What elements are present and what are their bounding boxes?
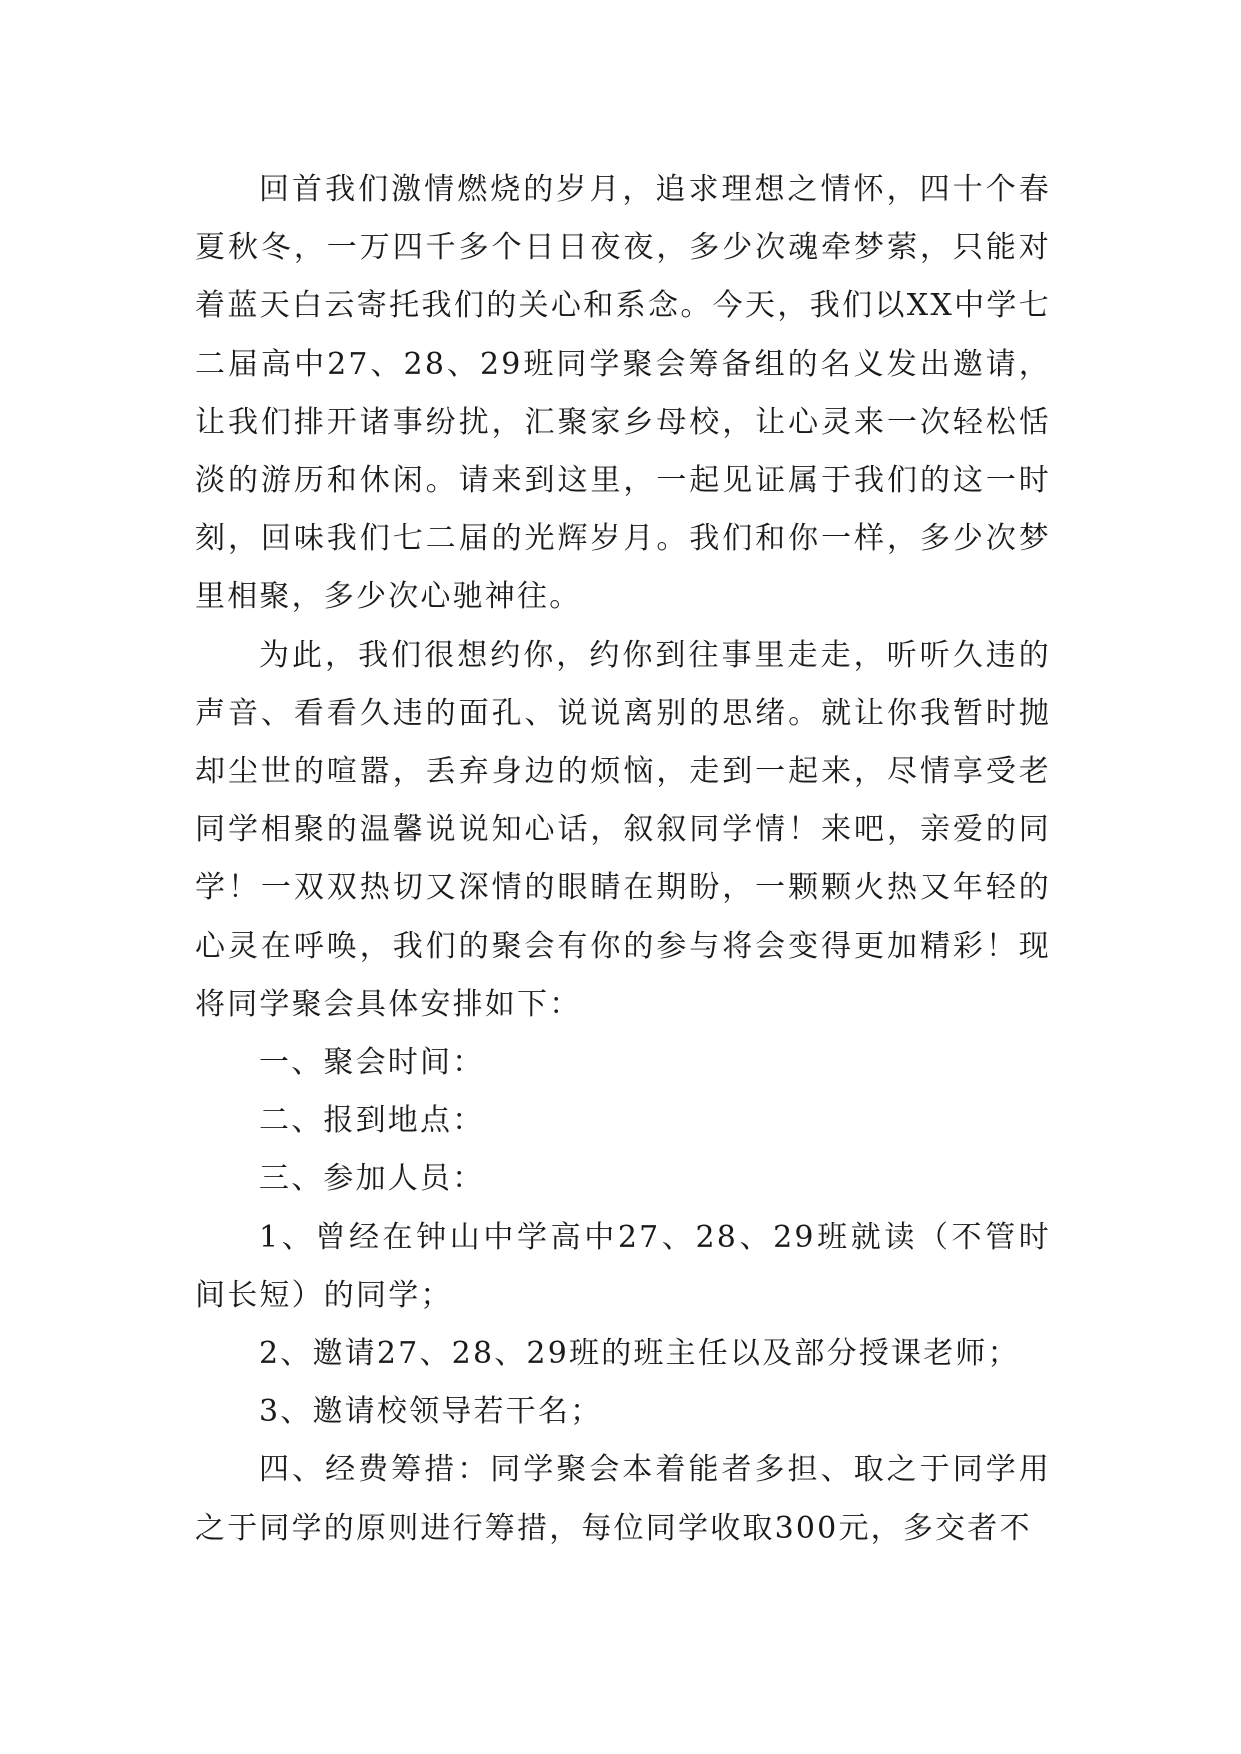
document-body xyxy=(195,161,1051,1558)
participant-rule-1: 1、曾经在钟山中学高中27、28、29班就读（不管时间长短）的同学； xyxy=(195,1219,1051,1313)
item-participants: 三、参加人员： xyxy=(259,1161,485,1197)
item-meeting-time: 一、聚会时间： xyxy=(259,1045,485,1081)
item-funding: 四、经费筹措：同学聚会本着能者多担、取之于同学用之于同学的原则进行筹措，每位同学收取300元，多交者不 xyxy=(195,1452,1051,1546)
item-registration-location: 二、报到地点： xyxy=(259,1103,485,1139)
paragraph-invitation: 为此，我们很想约你，约你到往事里走走，听听久违的声音、看看久违的面孔、说说离别的思绪。就让你我暂时抛却尘世的喧嚣，丢弃身边的烦恼，走到一起来，尽情享受老同学相聚的温馨说说知心话，叙叙同学情！来吧，亲爱的同学！一双双热切又深情的眼睛在期盼，一颗颗火热又年轻的心灵在呼唤，我们的聚会有你的参与将会变得更加精彩！现将同学聚会具体安排如下： xyxy=(195,637,1051,1022)
participant-rule-2: 2、邀请27、28、29班的班主任以及部分授课老师； xyxy=(259,1336,1020,1372)
paragraph-intro: 回首我们激情燃烧的岁月，追求理想之情怀，四十个春夏秋冬，一万四千多个日日夜夜，多少次魂牵梦萦，只能对着蓝天白云寄托我们的关心和系念。今天，我们以XX中学七二届高中27、28、29班同学聚会筹备组的名义发出邀请，让我们排开诸事纷扰，汇聚家乡母校，让心灵来一次轻松恬淡的游历和休闲。请来到这里，一起见证属于我们的这一时刻，回味我们七二届的光辉岁月。我们和你一样，多少次梦里相聚，多少次心驰神往。 xyxy=(195,172,1051,615)
participant-rule-3: 3、邀请校领导若干名； xyxy=(259,1394,603,1430)
